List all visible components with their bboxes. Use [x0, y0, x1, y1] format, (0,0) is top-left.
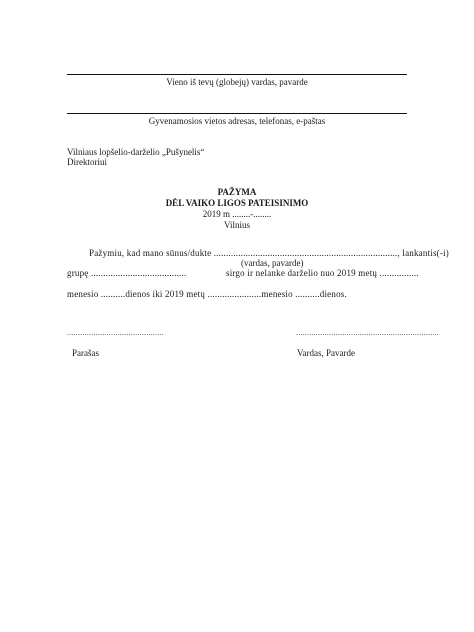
body-line-2-group: grupę .......................................: [67, 268, 187, 278]
signature-caption: Parašas: [72, 348, 99, 358]
body-line-3: menesio ..........dienos iki 2019 metų ......................menesio ..........dienos.: [67, 289, 347, 299]
child-name-caption: (vardas, pavarde): [241, 258, 304, 268]
body-line-1: Pažymiu, kad mano sūnus/dukte ..........................................................................., lankantis(-i): [89, 248, 449, 258]
body-line-2-period: sirgo ir nelanke darželio nuo 2019 metų ................: [226, 268, 419, 278]
parent-name-line: [67, 74, 407, 75]
recipient-title: Direktoriui: [67, 157, 107, 167]
document-subtitle: DĖL VAIKO LIGOS PATEISINIMO: [165, 198, 309, 208]
recipient-institution: Vilniaus lopšelio-darželio „Pušynelis“: [67, 147, 205, 157]
document-date: 2019 m ........-........: [202, 209, 272, 219]
address-caption: Gyvenamosios vietos adresas, telefonas, e-paštas: [148, 116, 326, 126]
signature-dots: ............................................: [67, 328, 164, 337]
full-name-caption: Vardas, Pavarde: [297, 348, 355, 358]
full-name-dots: .................................................................: [296, 328, 439, 337]
document-place: Vilnius: [224, 220, 250, 230]
parent-name-caption: Vieno iš tevų (globejų) vardas, pavarde: [166, 77, 308, 87]
document-title: PAŽYMA: [217, 187, 257, 197]
address-line: [67, 113, 407, 114]
